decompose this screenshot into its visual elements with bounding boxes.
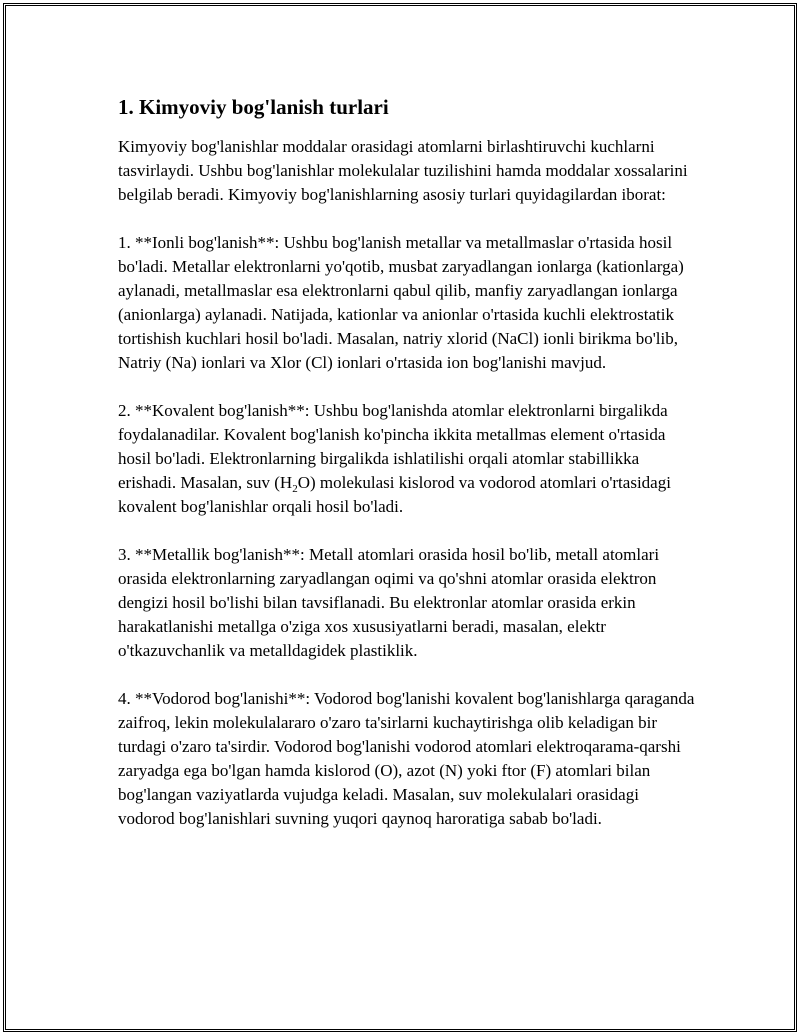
covalent-text-after: O) molekulasi kislorod va vodorod atomlari o'rtasidagi kovalent bog'lanishlar orqali hosil bo'ladi. [118, 473, 671, 516]
covalent-bond-paragraph [118, 399, 698, 519]
ionic-bond-paragraph: 1. **Ionli bog'lanish**: Ushbu bog'lanish metallar va metallmaslar o'rtasida hosil bo'ladi. Metallar elektronlarni yo'qotib, musbat zaryadlangan ionlarga (kationlarga) aylanadi, metallmaslar esa elektronlarni qabul qilib, manfiy zaryadlangan ionlarga (anionlarga) aylanadi. Natijada, kationlar va anionlar o'rtasida kuchli elektrostatik tortishish kuchlari hosil bo'ladi. Masalan, natriy xlorid (NaCl) ionli birikma bo'lib, Natriy (Na) ionlari va Xlor (Cl) ionlari o'rtasida ion bog'lanishi mavjud. [118, 233, 684, 372]
water-subscript: 2 [292, 483, 298, 495]
page-title: 1. Kimyoviy bog'lanish turlari [118, 95, 389, 119]
intro-paragraph: Kimyoviy bog'lanishlar moddalar orasidagi atomlarni birlashtiruvchi kuchlarni tasvirlaydi. Ushbu bog'lanishlar molekulalar tuzilishini hamda moddalar xossalarini belgilab beradi. Kimyoviy bog'lanishlarning asosiy turlari quyidagilardan iborat: [118, 137, 688, 204]
covalent-text-before: 2. **Kovalent bog'lanish**: Ushbu bog'lanishda atomlar elektronlarni birgalikda foydalanadilar. Kovalent bog'lanish ko'pincha ikkita metallmas element o'rtasida hosil bo'ladi. Elektronlarning birgalikda ishlatilishi orqali atomlar stabillikka erishadi. Masalan, suv (H [118, 401, 668, 492]
metallic-bond-paragraph: 3. **Metallik bog'lanish**: Metall atomlari orasida hosil bo'lib, metall atomlari orasida elektronlarning zaryadlangan oqimi va qo'shni atomlar orasida elektron dengizi hosil bo'lishi bilan tavsiflanadi. Bu elektronlar atomlar orasida erkin harakatlanishi metallga o'ziga xos xususiyatlarni beradi, masalan, elektr o'tkazuvchanlik va metalldagidek plastiklik. [118, 545, 660, 660]
hydrogen-bond-paragraph: 4. **Vodorod bog'lanishi**: Vodorod bog'lanishi kovalent bog'lanishlarga qaraganda zaifroq, lekin molekulalararo o'zaro ta'sirlarni kuchaytirishga olib keladigan bir turdagi o'zaro ta'sirdir. Vodorod bog'lanishi vodorod atomlari elektroqarama-qarshi zaryadga ega bo'lgan hamda kislorod (O), azot (N) yoki ftor (F) atomlari bilan bog'langan vaziyatlarda vujudga keladi. Masalan, suv molekulalari orasidagi vodorod bog'lanishlari suvning yuqori qaynoq haroratiga sabab bo'ladi. [118, 689, 695, 828]
document-body [118, 93, 698, 855]
